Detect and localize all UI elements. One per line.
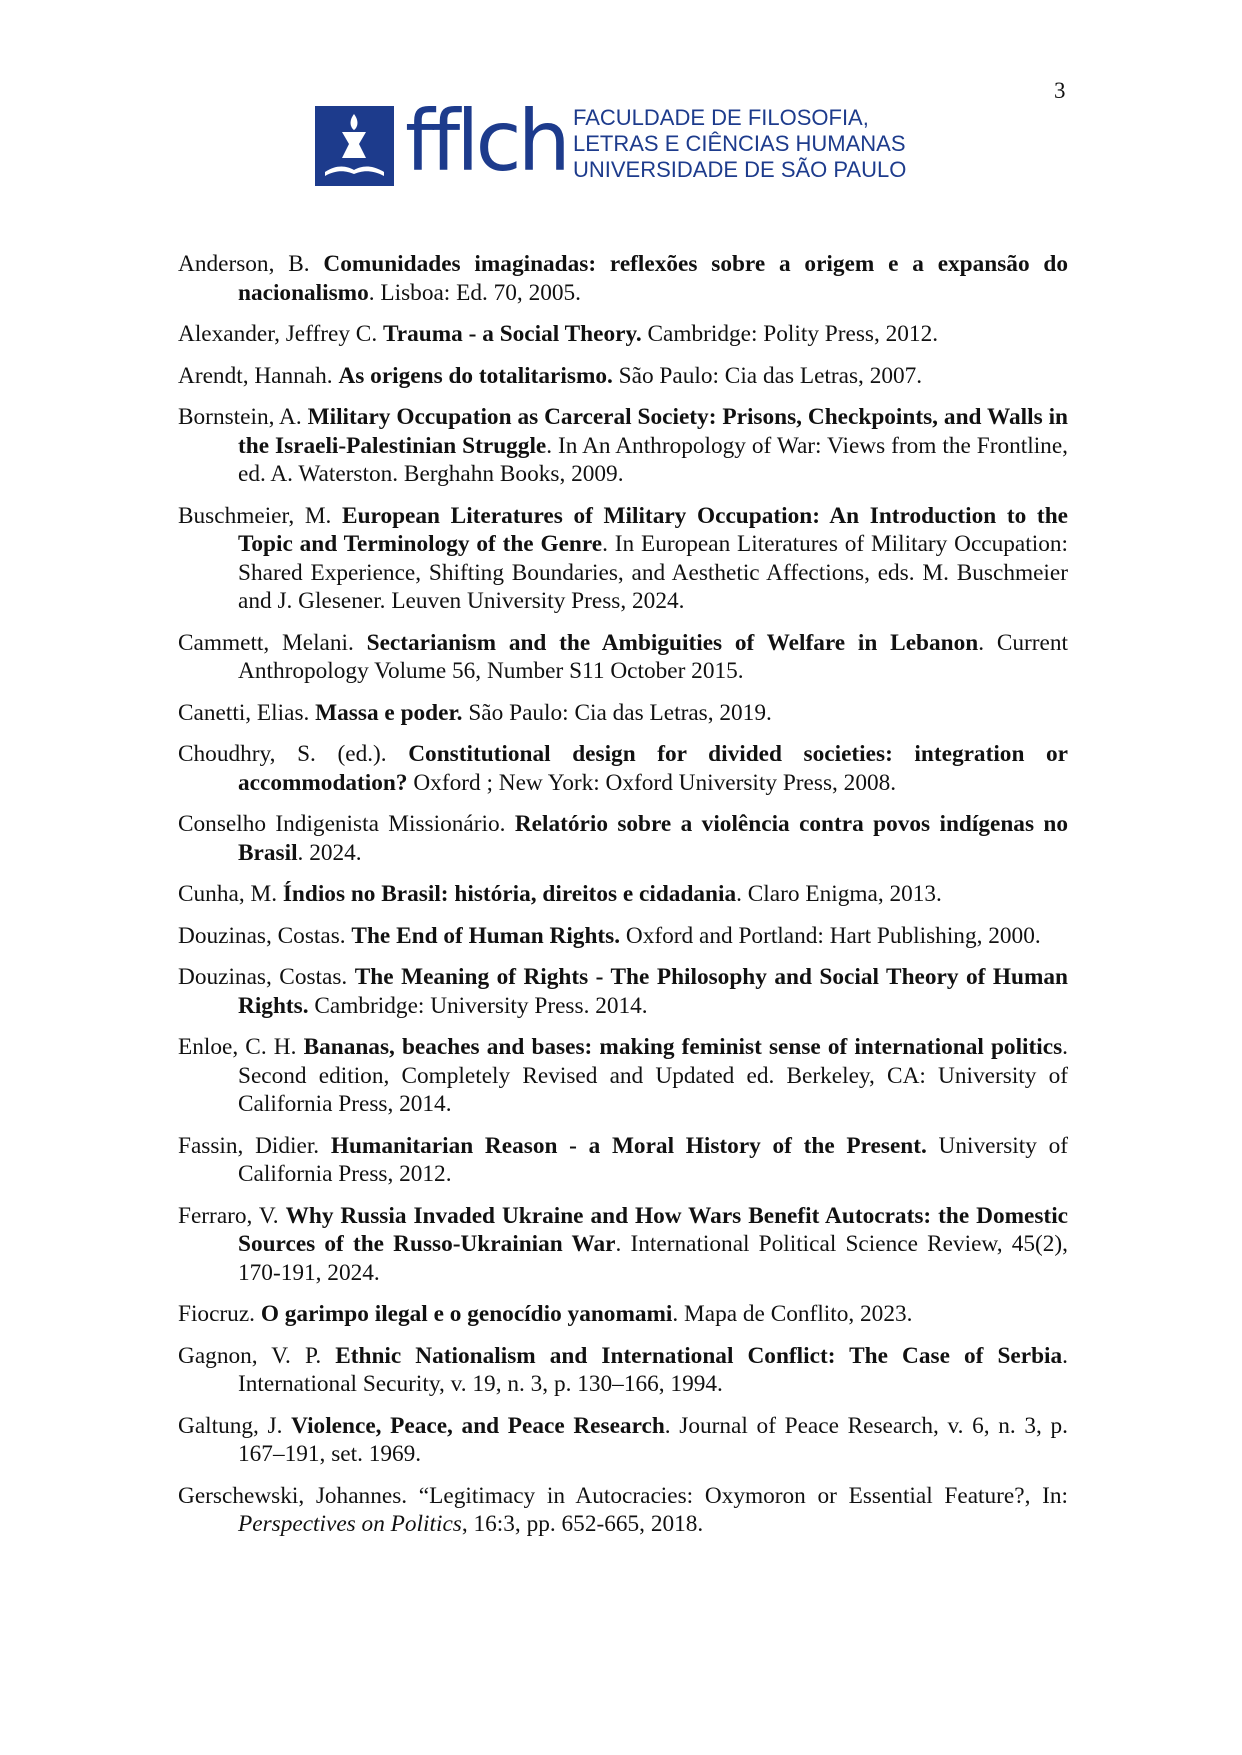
institution-line-1: FACULDADE DE FILOSOFIA, bbox=[573, 105, 869, 130]
reference-entry: Enloe, C. H. Bananas, beaches and bases: making feminist sense of international politics. Second edition, Completely Revised and Updated ed. Berkeley, CA: University of California Press, 2014. bbox=[178, 1034, 1068, 1117]
reference-entry: Douzinas, Costas. The End of Human Rights. Oxford and Portland: Hart Publishing, 2000. bbox=[178, 922, 1041, 949]
reference-list bbox=[178, 250, 1068, 1552]
reference-entry: Bornstein, A. Military Occupation as Carceral Society: Prisons, Checkpoints, and Walls in the Israeli-Palestinian Struggle. In An Anthropology of War: Views from the Frontline, ed. A. Waterston. Berghahn Books, 2009. bbox=[178, 404, 1068, 487]
reference-entry: Gagnon, V. P. Ethnic Nationalism and International Conflict: The Case of Serbia. International Security, v. 19, n. 3, p. 130–166, 1994. bbox=[178, 1342, 1068, 1397]
reference-entry: Arendt, Hannah. As origens do totalitarismo. São Paulo: Cia das Letras, 2007. bbox=[178, 362, 923, 389]
reference-entry: Cunha, M. Índios no Brasil: história, direitos e cidadania. Claro Enigma, 2013. bbox=[178, 881, 942, 907]
reference-entry: Ferraro, V. Why Russia Invaded Ukraine and How Wars Benefit Autocrats: the Domestic Sources of the Russo-Ukrainian War. International Political Science Review, 45(2), 170-191, 2024. bbox=[178, 1202, 1069, 1286]
reference-entry: Anderson, B. Comunidades imaginadas: reflexões sobre a origem e a expansão do nacionalismo. Lisboa: Ed. 70, 2005. bbox=[178, 251, 1069, 306]
page-number: 3 bbox=[1054, 78, 1066, 103]
reference-entry: Gerschewski, Johannes. “Legitimacy in Autocracies: Oxymoron or Essential Feature?, In: Perspectives on Politics, 16:3, pp. 652-665, 2018. bbox=[178, 1482, 1068, 1537]
reference-entry: Cammett, Melani. Sectarianism and the Ambiguities of Welfare in Lebanon. Current Anthropology Volume 56, Number S11 October 2015. bbox=[178, 629, 1068, 684]
reference-entry: Galtung, J. Violence, Peace, and Peace Research. Journal of Peace Research, v. 6, n. 3, p. 167–191, set. 1969. bbox=[178, 1412, 1069, 1467]
reference-entry: Fiocruz. O garimpo ilegal e o genocídio yanomami. Mapa de Conflito, 2023. bbox=[178, 1301, 913, 1327]
institution-line-2: LETRAS E CIÊNCIAS HUMANAS bbox=[573, 131, 906, 156]
reference-entry: Canetti, Elias. Massa e poder. São Paulo: Cia das Letras, 2019. bbox=[178, 699, 772, 726]
reference-entry: Buschmeier, M. European Literatures of Military Occupation: An Introduction to the Topic and Terminology of the Genre. In European Literatures of Military Occupation: Shared Experience, Shifting Boundaries, and Aesthetic Affections, eds. M. Buschmeier and J. Glesener. Leuven University Press, 2024. bbox=[178, 502, 1068, 614]
fflch-wordmark: fflch bbox=[405, 92, 567, 190]
reference-entry: Choudhry, S. (ed.). Constitutional design for divided societies: integration or accommodation? Oxford ; New York: Oxford University Press, 2008. bbox=[178, 741, 1068, 796]
reference-entry: Conselho Indigenista Missionário. Relatório sobre a violência contra povos indígenas no Brasil. 2024. bbox=[178, 811, 1068, 866]
reference-entry: Douzinas, Costas. The Meaning of Rights - The Philosophy and Social Theory of Human Rights. Cambridge: University Press. 2014. bbox=[178, 964, 1068, 1019]
fflch-emblem-icon bbox=[315, 106, 394, 186]
institution-name bbox=[573, 105, 906, 183]
reference-entry: Fassin, Didier. Humanitarian Reason - a Moral History of the Present. University of California Press, 2012. bbox=[178, 1132, 1068, 1187]
reference-entry: Alexander, Jeffrey C. Trauma - a Social Theory. Cambridge: Polity Press, 2012. bbox=[178, 321, 939, 347]
institution-line-3: UNIVERSIDADE DE SÃO PAULO bbox=[573, 157, 907, 182]
fflch-logo bbox=[315, 92, 915, 190]
